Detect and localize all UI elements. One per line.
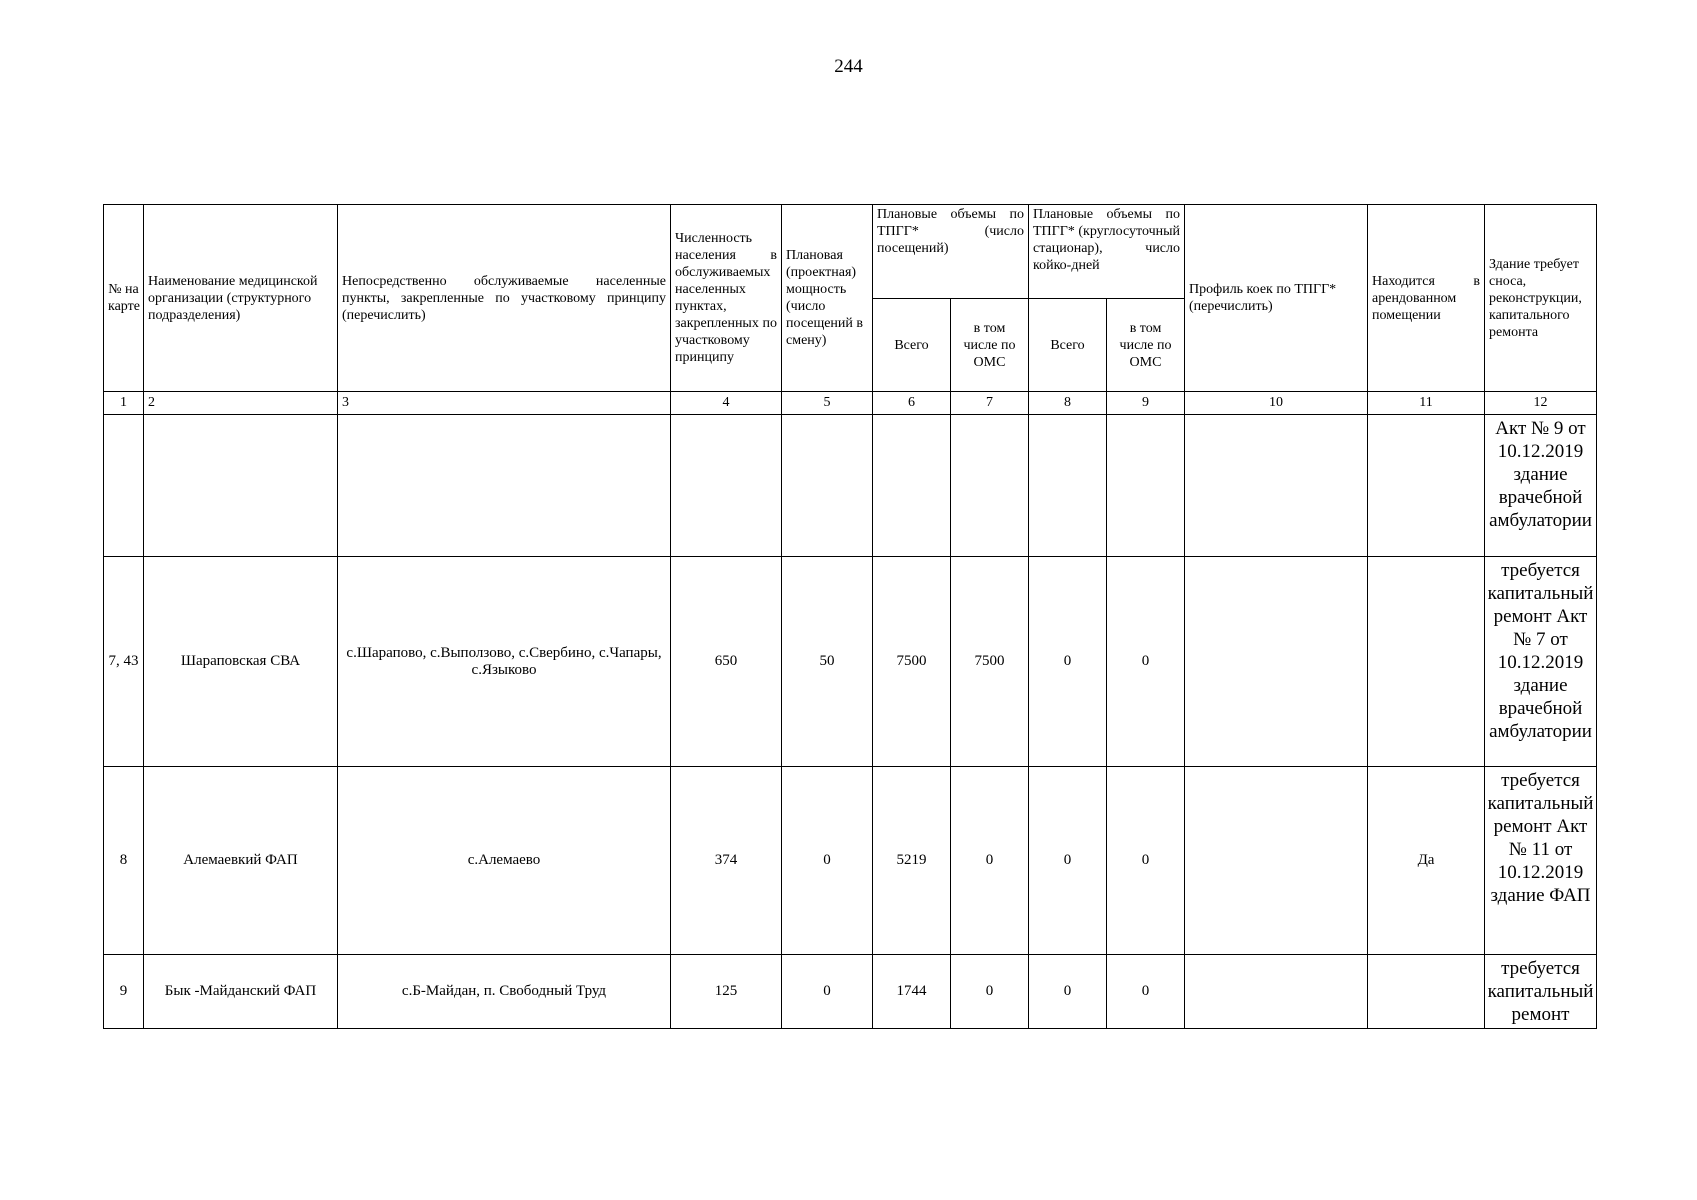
cell-beds-oms: 0 xyxy=(1107,955,1185,1029)
column-number: 7 xyxy=(951,392,1029,415)
column-number: 1 xyxy=(104,392,144,415)
cell-visits-total: 1744 xyxy=(873,955,951,1029)
cell-visits-oms: 0 xyxy=(951,767,1029,955)
cell-rented xyxy=(1368,557,1485,767)
cell-settlements xyxy=(338,415,671,557)
cell-map-number: 9 xyxy=(104,955,144,1029)
header-planned-visits: Плановые объемы по ТПГГ* (число посещений) xyxy=(873,205,1029,299)
column-number: 9 xyxy=(1107,392,1185,415)
cell-beds-oms xyxy=(1107,415,1185,557)
cell-capacity: 0 xyxy=(782,955,873,1029)
cell-visits-oms: 0 xyxy=(951,955,1029,1029)
cell-population: 125 xyxy=(671,955,782,1029)
cell-settlements: с.Шарапово, с.Выползово, с.Свербино, с.Чапары, с.Языково xyxy=(338,557,671,767)
cell-rented xyxy=(1368,415,1485,557)
cell-repair-note: требуется капитальный ремонт Акт № 7 от 10.12.2019 здание врачебной амбулатории xyxy=(1485,557,1597,767)
cell-map-number xyxy=(104,415,144,557)
header-visits-oms: в том числе по ОМС xyxy=(951,299,1029,392)
cell-visits-oms: 7500 xyxy=(951,557,1029,767)
cell-rented: Да xyxy=(1368,767,1485,955)
header-population: Численность населения в обслуживаемых населенных пунктах, закрепленных по участковому принципу xyxy=(671,205,782,392)
header-visits-total: Всего xyxy=(873,299,951,392)
table-row xyxy=(104,557,1597,767)
column-number: 6 xyxy=(873,392,951,415)
cell-repair-note: Акт № 9 от 10.12.2019 здание врачебной амбулатории xyxy=(1485,415,1597,557)
table-row xyxy=(104,415,1597,557)
cell-bed-profile xyxy=(1185,557,1368,767)
cell-visits-total: 7500 xyxy=(873,557,951,767)
column-numbers-row xyxy=(104,392,1597,415)
cell-beds-total: 0 xyxy=(1029,557,1107,767)
cell-bed-profile xyxy=(1185,415,1368,557)
table-row xyxy=(104,955,1597,1029)
cell-repair-note: требуется капитальный ремонт Акт № 11 от 10.12.2019 здание ФАП xyxy=(1485,767,1597,955)
cell-visits-total xyxy=(873,415,951,557)
header-settlements: Непосредственно обслуживаемые населенные пункты, закрепленные по участковому принципу (перечислить) xyxy=(338,205,671,392)
cell-beds-total: 0 xyxy=(1029,955,1107,1029)
column-number: 4 xyxy=(671,392,782,415)
cell-beds-oms: 0 xyxy=(1107,767,1185,955)
facilities-table xyxy=(103,204,1597,1029)
cell-map-number: 8 xyxy=(104,767,144,955)
header-planned-bed-days: Плановые объемы по ТПГГ* (круглосуточный стационар), число койко-дней xyxy=(1029,205,1185,299)
cell-organization: Алемаевкий ФАП xyxy=(144,767,338,955)
column-number: 8 xyxy=(1029,392,1107,415)
column-number: 10 xyxy=(1185,392,1368,415)
cell-organization: Шараповская СВА xyxy=(144,557,338,767)
column-number: 3 xyxy=(338,392,671,415)
cell-population xyxy=(671,415,782,557)
cell-map-number: 7, 43 xyxy=(104,557,144,767)
cell-capacity: 50 xyxy=(782,557,873,767)
column-number: 5 xyxy=(782,392,873,415)
cell-population: 650 xyxy=(671,557,782,767)
header-rented: Находится в арендованном помещении xyxy=(1368,205,1485,392)
cell-beds-total xyxy=(1029,415,1107,557)
page-number: 244 xyxy=(834,56,863,77)
cell-beds-oms: 0 xyxy=(1107,557,1185,767)
header-beds-total: Всего xyxy=(1029,299,1107,392)
column-number: 2 xyxy=(144,392,338,415)
cell-bed-profile xyxy=(1185,767,1368,955)
cell-settlements: с.Алемаево xyxy=(338,767,671,955)
cell-visits-total: 5219 xyxy=(873,767,951,955)
cell-settlements: с.Б-Майдан, п. Свободный Труд xyxy=(338,955,671,1029)
cell-population: 374 xyxy=(671,767,782,955)
cell-organization xyxy=(144,415,338,557)
cell-repair-note: требуется капитальный ремонт xyxy=(1485,955,1597,1029)
header-organization: Наименование медицинской организации (структурного подразделения) xyxy=(144,205,338,392)
header-capacity: Плановая (проектная) мощность (число посещений в смену) xyxy=(782,205,873,392)
table-row xyxy=(104,767,1597,955)
header-beds-oms: в том числе по ОМС xyxy=(1107,299,1185,392)
cell-capacity xyxy=(782,415,873,557)
cell-rented xyxy=(1368,955,1485,1029)
cell-bed-profile xyxy=(1185,955,1368,1029)
header-bed-profile: Профиль коек по ТПГГ* (перечислить) xyxy=(1185,205,1368,392)
cell-beds-total: 0 xyxy=(1029,767,1107,955)
cell-visits-oms xyxy=(951,415,1029,557)
column-number: 11 xyxy=(1368,392,1485,415)
cell-capacity: 0 xyxy=(782,767,873,955)
header-map-number: № на карте xyxy=(104,205,144,392)
column-number: 12 xyxy=(1485,392,1597,415)
header-repair-required: Здание требует сноса, реконструкции, капитального ремонта xyxy=(1485,205,1597,392)
cell-organization: Бык -Майданский ФАП xyxy=(144,955,338,1029)
